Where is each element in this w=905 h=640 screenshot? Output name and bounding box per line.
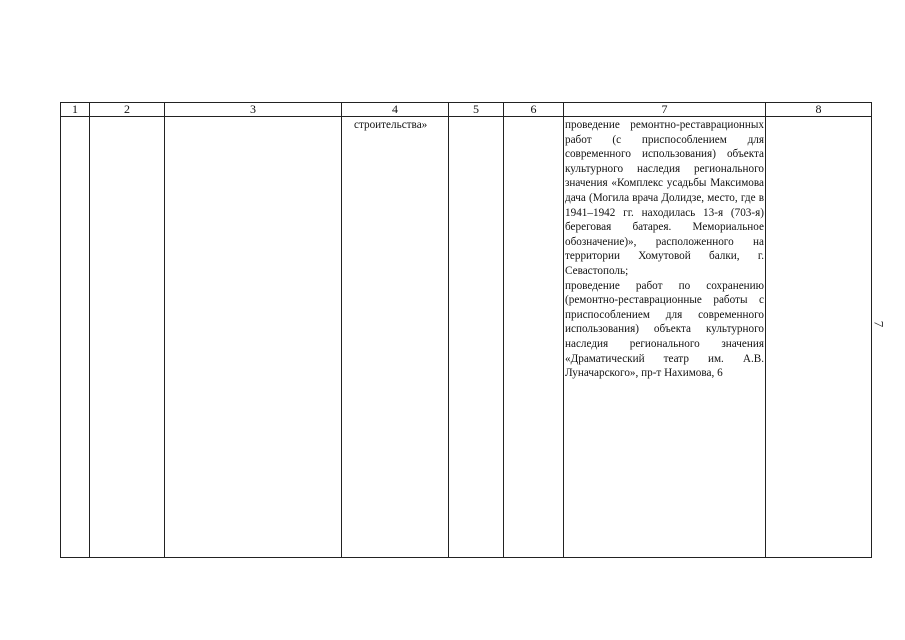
cell-col4 [342, 117, 449, 558]
column-header-4: 4 [342, 103, 449, 117]
column-header-8: 8 [766, 103, 872, 117]
column-header-2: 2 [90, 103, 165, 117]
document-table [60, 102, 872, 558]
column-header-7: 7 [564, 103, 766, 117]
table-row [61, 117, 872, 558]
cell-col2 [90, 117, 165, 558]
column-header-3: 3 [165, 103, 342, 117]
cell-col5 [449, 117, 504, 558]
work-description-2: проведение работ по сохранению (ремонтно-реставрационные работы с приспособлением для современного использования) объекта культурного наследия регионального значения «Драматический театр им. А.В. Луначарского», пр-т Нахимова, 6 [565, 279, 764, 380]
column-header-6: 6 [504, 103, 564, 117]
page-number: 7 [871, 320, 887, 328]
cell-col6 [504, 117, 564, 558]
cell-col7 [564, 117, 766, 558]
cell-col8 [766, 117, 872, 558]
construction-text: строительства» [354, 119, 428, 131]
column-header-1: 1 [61, 103, 90, 117]
column-header-5: 5 [449, 103, 504, 117]
work-description-1: проведение ремонтно-реставрационных работ (с приспособлением для современного использования) объекта культурного наследия регионального значения «Комплекс усадьбы Максимова дача (Могила врача Долидзе, место, где в 1941–1942 гг. находилась 13-я (703-я) береговая батарея. Мемориальное обозначение)», расположенного на территории Хомутовой балки, г. Севастополь; [565, 119, 764, 277]
cell-col3 [165, 117, 342, 558]
cell-col1 [61, 117, 90, 558]
header-row [61, 103, 872, 117]
